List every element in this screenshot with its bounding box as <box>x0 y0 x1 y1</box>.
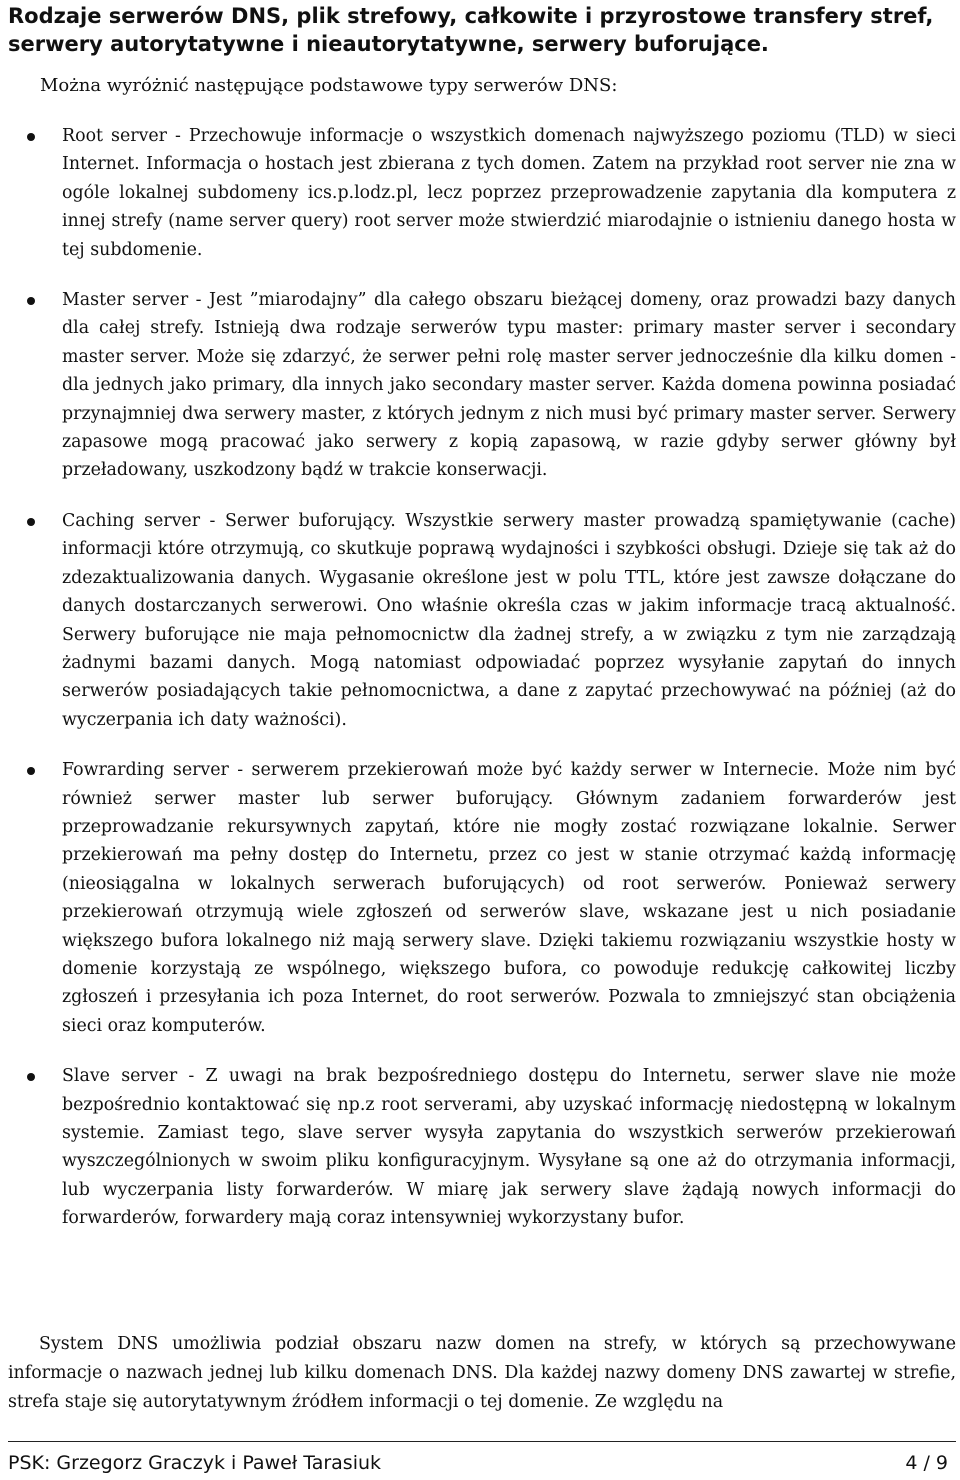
list-item <box>0 507 960 734</box>
list-item-text: Root server - Przechowuje informacje o wszystkich domenach najwyższego poziomu (TLD) w sieci Internet. Informacja o hostach jest zbierana z tych domen. Zatem na przykład root server nie zna w ogóle lokalnej subdomeny ics.p.lodz.pl, lecz poprzez przeprowadzenie zapytania dla komputera z innej strefy (name server query) root server może stwierdzić miarodajnie o istnieniu danego hosta w tej subdomenie. <box>62 126 956 260</box>
bullet-icon <box>27 1073 35 1081</box>
list-item-text: Master server - Jest ”miarodajny” dla całego obszaru bieżącej domeny, oraz prowadzi bazy danych dla całej strefy. Istnieją dwa rodzaje serwerów typu master: primary master server i secondary master server. Może się zdarzyć, że serwer pełni rolę master server jednocześnie dla kilku domen - dla jednych jako primary, dla innych jako secondary master server. Każda domena powinna posiadać przynajmniej dwa serwery master, z których jednym z nich musi być primary master server. Serwery zapasowe mogą pracować jako serwery z kopią zapasową, w razie gdyby serwer główny był przeładowany, uszkodzony bądź w trakcie konserwacji. <box>62 290 956 481</box>
closing-paragraph: System DNS umożliwia podział obszaru nazw domen na strefy, w których są przechowywane informacje o nazwach jednej lub kilku domenach DNS. Dla każdej nazwy domeny DNS zawartej w strefie, strefa staje się autorytatywnym źródłem informacji o tej domenie. Ze względu na <box>8 1334 956 1412</box>
list-item-text: Caching server - Serwer buforujący. Wszystkie serwery master prowadzą spamiętywanie (cache) informacji które otrzymują, co skutkuje poprawą wydajności i szybkości obsługi. Dzieje się tak aż do zdezaktualizowania danych. Wygasanie określone jest w polu TTL, które jest zawsze dołączane do danych dostarczanych serwerowi. Ono właśnie określa czas w jakim informacje tracą aktualność. Serwery buforujące nie maja pełnomocnictw dla żadnej strefy, a w związku z tym nie zarządzają żadnymi bazami danych. Mogą natomiast odpowiadać poprzez wysyłanie zapytań do innych serwerów posiadających takie pełnomocnictwa, a dane z zapytać przechowywać na później (aż do wyczerpania ich daty ważności). <box>62 510 956 730</box>
list-item <box>0 1062 960 1232</box>
list-item-text: Fowrarding server - serwerem przekierowań może być każdy serwer w Internecie. Może nim być również serwer master lub serwer buforujący. Głównym zadaniem forwarderów jest przeprowadzanie rekursywnych zapytań, które nie mogły zostać rozwiązane lokalnie. Serwer przekierowań ma pełny dostęp do Internetu, przez co jest w stanie otrzymać każdą informację (nieosiągalna w lokalnych serwerach buforujących) od root serwerów. Ponieważ serwery przekierowań otrzymują wiele zgłoszeń od serwerów slave, wskazane jest u nich posiadanie większego bufora lokalnego niż mają serwery slave. Dzięki takiemu rozwiązaniu wszystkie hosty w domenie korzystają ze wspólnego, większego bufora, co powoduje redukcję całkowitej liczby zgłoszeń i przesyłania ich poza Internet, do root serwerów. Pozwala to zmniejszyć stan obciążenia sieci oraz komputerów. <box>62 760 956 1036</box>
page-number: 4 / 9 <box>905 1452 948 1474</box>
section-heading: Rodzaje serwerów DNS, plik strefowy, całkowite i przyrostowe transfery stref, serwery autorytatywne i nieautorytatywne, serwery buforujące. <box>8 4 934 56</box>
intro-paragraph: Można wyróżnić następujące podstawowe typy serwerów DNS: <box>40 75 618 96</box>
footer-authors: PSK: Grzegorz Graczyk i Paweł Tarasiuk <box>8 1452 382 1474</box>
list-item <box>0 286 960 485</box>
list-item <box>0 122 960 264</box>
bullet-icon <box>27 518 35 526</box>
list-item-text: Slave server - Z uwagi na brak bezpośredniego dostępu do Internetu, serwer slave nie może bezpośrednio kontaktować się np.z root serverami, aby uzyskać informację niedostępną w lokalnym systemie. Zamiast tego, slave server wysyła zapytania do wszystkich serwerów przekierowań wyszczególnionych w swoim pliku konfiguracyjnym. Wysyłane są one aż do otrzymania informacji, lub wyczerpania listy forwarderów. W miarę jak serwery slave żądają nowych informacji do forwarderów, forwardery mają coraz intensywniej wykorzystany bufor. <box>62 1066 956 1229</box>
bullet-icon <box>27 767 35 775</box>
footer-divider <box>8 1441 956 1442</box>
list-item <box>0 756 960 1040</box>
bullet-icon <box>27 133 35 141</box>
server-types-list <box>0 122 960 1255</box>
bullet-icon <box>27 297 35 305</box>
